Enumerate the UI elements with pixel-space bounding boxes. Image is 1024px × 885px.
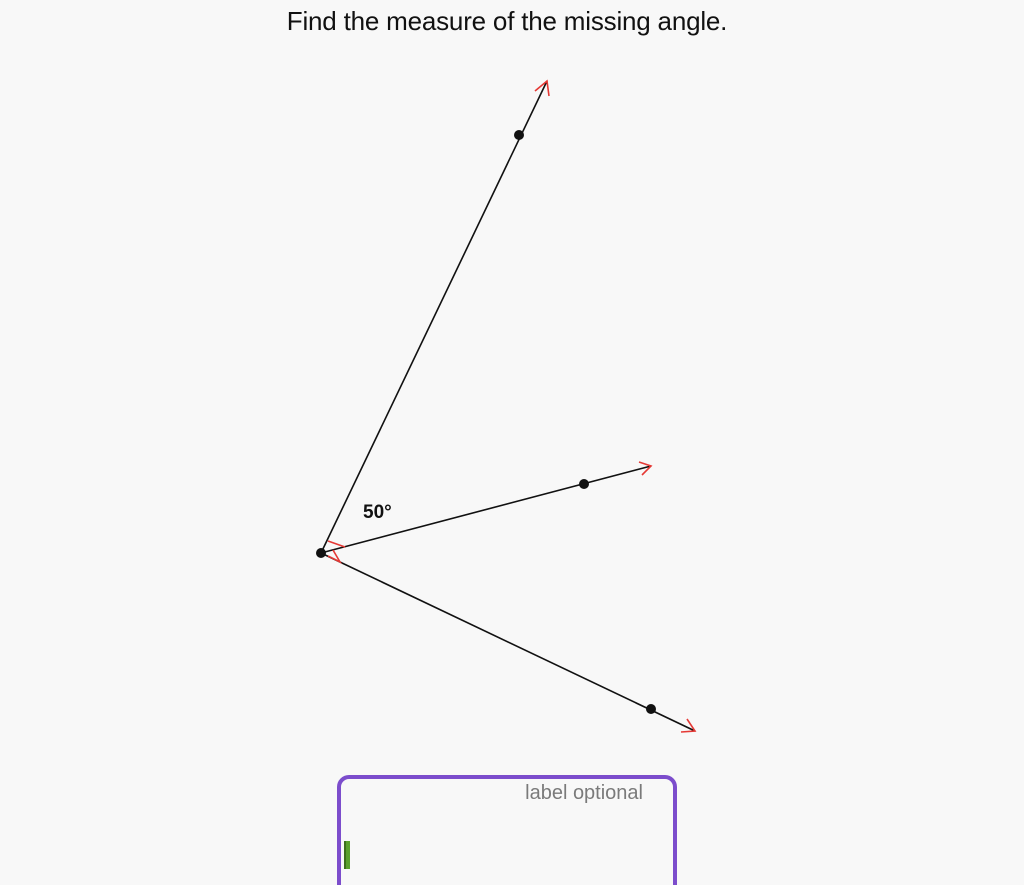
angle-measure-label: 50°: [363, 502, 392, 523]
ray-lower: [321, 553, 695, 731]
answer-box[interactable]: [337, 775, 677, 885]
vertex-point: [316, 548, 326, 558]
point-upper-ray: [514, 130, 524, 140]
label-optional-hint: label optional: [525, 782, 643, 804]
point-middle-ray: [579, 479, 589, 489]
ray-upper: [321, 81, 547, 553]
point-lower-ray: [646, 704, 656, 714]
angle-arc-marker: [328, 541, 345, 547]
answer-input[interactable]: [349, 839, 653, 873]
arrowhead-upper: [535, 81, 549, 96]
right-angle-marker: [328, 550, 340, 562]
question-prompt: Find the measure of the missing angle.: [286, 6, 728, 36]
